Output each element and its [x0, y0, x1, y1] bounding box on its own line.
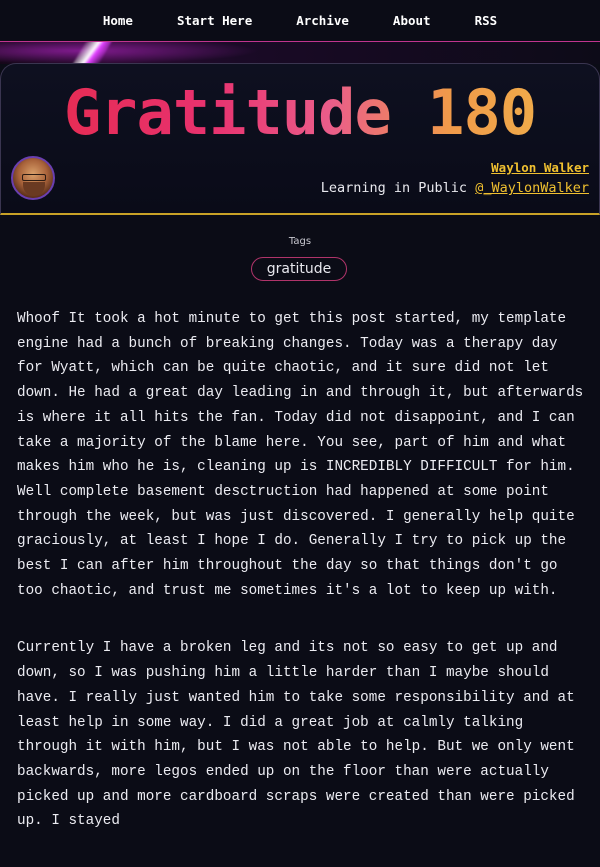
author-name-link[interactable]: Waylon Walker — [491, 160, 589, 175]
avatar-beard — [23, 182, 45, 196]
post-header-card — [0, 63, 600, 215]
nav-archive-link[interactable]: Archive — [296, 13, 349, 28]
twitter-handle-link[interactable]: @_WaylonWalker — [475, 180, 589, 196]
nav-home-link[interactable]: Home — [102, 13, 133, 28]
nav-about-link[interactable]: About — [392, 13, 431, 28]
top-nav — [0, 0, 600, 41]
author-tagline — [321, 180, 589, 196]
author-avatar[interactable] — [11, 156, 55, 200]
avatar-glasses — [22, 174, 46, 181]
post-body — [17, 307, 587, 867]
nav-start-here-link[interactable]: Start Here — [176, 13, 253, 28]
post-paragraph: Currently I have a broken leg and its not so easy to get up and down, so I was pushing him a little harder than I maybe should have. I really just wanted him to take some responsibility and at least help in some way. I did a great job at calmly talking through it with him, but I was not able to help. But we only went backwards, more legos ended up on the floor than were actually picked up and more cardboard scraps were created than were picked up. I stayed — [17, 640, 575, 830]
hero-light-streak — [0, 42, 600, 64]
post-paragraph: Whoof It took a hot minute to get this post started, my template engine had a bunch of breaking changes. Today was a therapy day for Wyatt, which can be quite chaotic, and it sure did not let down. He had a great day leading in and through it, but afterwards is where it all hits the fan. Today did not disappoint, and I can take a majority of the blame here. You see, part of him and what makes him who he is, cleaning up is INCREDIBLY DIFFICULT for him. Well complete basement desctruction had happened at some point through the week, but was just discovered. I generally help quite graciously, at least I hope I do. Generally I try to pick up the best I can after him throughout the day so that things don't go too chaotic, and trust me sometimes it's a lot to keep up with. — [17, 311, 584, 599]
hero-haze — [0, 42, 260, 64]
nav-rss-link[interactable]: RSS — [474, 13, 498, 28]
tag-gratitude[interactable]: gratitude — [251, 257, 347, 281]
tagline-text: Learning in Public — [320, 180, 468, 196]
page-title: Gratitude 180 — [1, 80, 599, 146]
tags-label: Tags — [288, 236, 312, 247]
